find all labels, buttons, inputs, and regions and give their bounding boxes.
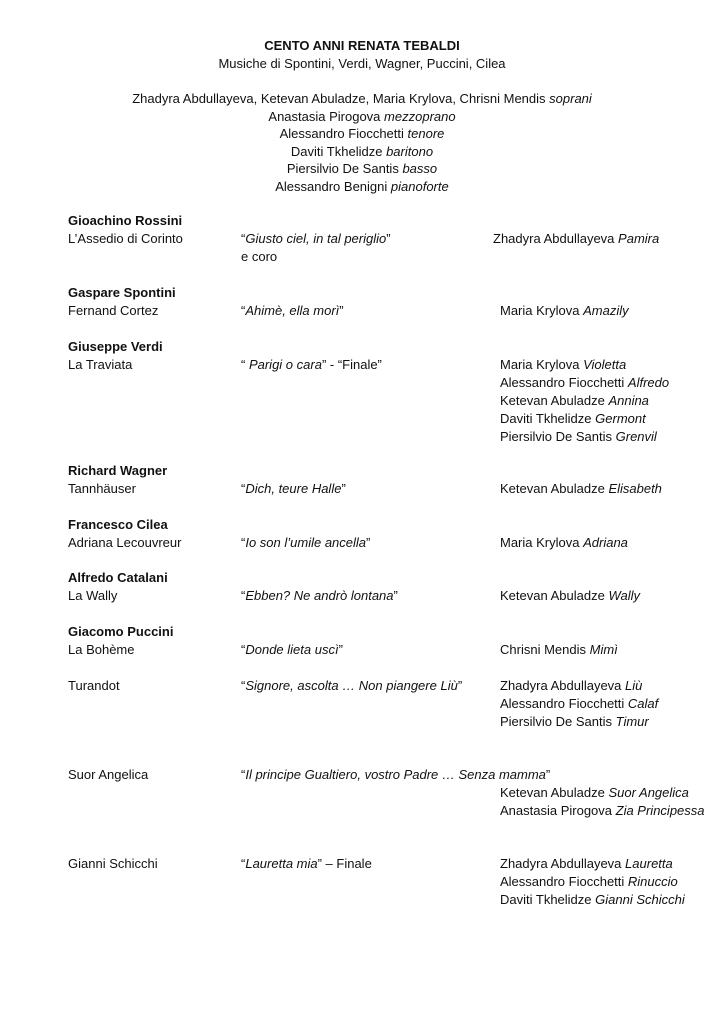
page-subtitle: Musiche di Spontini, Verdi, Wagner, Puccini, Cilea — [218, 55, 506, 71]
singer-list — [500, 534, 628, 552]
aria-title: “Ahimè, ella morì” — [241, 303, 344, 318]
opera-title: La Wally — [68, 588, 118, 603]
program-header — [0, 37, 724, 195]
singer: Maria Krylova Adriana — [500, 535, 628, 550]
cast-role: soprani — [549, 91, 592, 106]
singer: Daviti Tkhelidze Gianni Schicchi — [500, 892, 685, 907]
opera-title: Fernand Cortez — [68, 303, 159, 318]
singer-list — [500, 855, 685, 909]
aria-title: “ Parigi o cara” - “Finale” — [241, 357, 382, 372]
aria-extra: e coro — [241, 249, 278, 264]
aria-title: “Lauretta mia” – Finale — [241, 856, 372, 871]
singer-list — [500, 356, 669, 446]
cast-role: mezzoprano — [384, 108, 456, 124]
singer: Alessandro Fiocchetti Calaf — [500, 696, 659, 711]
aria-title: “Io son l’umile ancella” — [241, 535, 371, 550]
composer-name: Richard Wagner — [68, 463, 168, 478]
singer: Zhadyra Abdullayeva Pamira — [493, 231, 660, 246]
composer-name: Giuseppe Verdi — [68, 339, 163, 354]
composer-name: Gaspare Spontini — [68, 285, 176, 300]
opera-title: Turandot — [68, 678, 120, 693]
singer: Daviti Tkhelidze Germont — [500, 411, 646, 426]
opera-title: Tannhäuser — [68, 481, 136, 496]
cast-line-baritono — [0, 143, 724, 161]
singer-list — [500, 641, 618, 659]
cast-names: Anastasia Pirogova — [268, 108, 381, 124]
cast-names: Alessandro Fiocchetti — [279, 126, 404, 141]
opera-title: Suor Angelica — [68, 767, 149, 782]
aria-title: “Donde lieta uscì” — [241, 642, 343, 657]
aria-title: “Dich, teure Halle” — [241, 481, 346, 496]
cast-role: baritono — [386, 143, 434, 159]
singer-list — [500, 480, 662, 498]
composer-name: Giacomo Puccini — [68, 624, 174, 639]
singer: Alessandro Fiocchetti Rinuccio — [500, 874, 678, 889]
cast-names: Zhadyra Abdullayeva, Ketevan Abuladze, Maria Krylova, Chrisni Mendis — [132, 91, 546, 106]
singer: Maria Krylova Violetta — [500, 357, 627, 372]
cast-line-soprani — [0, 90, 724, 108]
singer-list — [500, 587, 640, 605]
cast-role: tenore — [407, 126, 445, 141]
composer-name: Gioachino Rossini — [68, 213, 183, 228]
singer: Zhadyra Abdullayeva Lauretta — [500, 856, 673, 871]
singer-list — [500, 784, 705, 820]
singer: Ketevan Abuladze Annina — [500, 393, 649, 408]
opera-title: La Bohème — [68, 642, 135, 657]
cast-line-basso — [0, 160, 724, 178]
singer: Zhadyra Abdullayeva Liù — [500, 678, 643, 693]
cast-line-tenore — [0, 125, 724, 143]
singer: Piersilvio De Santis Grenvil — [500, 429, 657, 444]
aria-title: “Signore, ascolta … Non piangere Liù” — [241, 678, 463, 693]
cast-role: pianoforte — [390, 178, 449, 194]
aria-title: “Giusto ciel, in tal periglio” — [241, 231, 391, 246]
singer-list — [500, 677, 658, 731]
singer-list — [493, 230, 659, 248]
opera-title: La Traviata — [68, 357, 133, 372]
singer: Piersilvio De Santis Timur — [500, 714, 649, 729]
opera-title: Adriana Lecouvreur — [68, 535, 182, 550]
singer: Ketevan Abuladze Suor Angelica — [500, 785, 689, 800]
cast-names: Piersilvio De Santis — [286, 161, 399, 176]
singer: Ketevan Abuladze Wally — [500, 588, 640, 603]
cast-role: basso — [402, 161, 438, 176]
singer: Ketevan Abuladze Elisabeth — [500, 481, 662, 496]
singer: Chrisni Mendis Mimì — [500, 642, 618, 657]
cast-list — [0, 90, 724, 195]
aria-title: “Ebben? Ne andrò lontana” — [241, 588, 398, 603]
cast-names: Alessandro Benigni — [275, 178, 388, 194]
aria-title: “Il principe Gualtiero, vostro Padre … Senza mamma” — [241, 767, 551, 782]
page-title: CENTO ANNI RENATA TEBALDI — [264, 38, 460, 53]
cast-line-pianoforte — [0, 178, 724, 196]
opera-title: L’Assedio di Corinto — [68, 231, 183, 246]
singer: Alessandro Fiocchetti Alfredo — [500, 375, 670, 390]
singer-list — [500, 302, 629, 320]
cast-line-mezzoprano — [0, 108, 724, 126]
singer: Anastasia Pirogova Zia Principessa — [500, 803, 705, 818]
composer-name: Francesco Cilea — [68, 517, 168, 532]
cast-names: Daviti Tkhelidze — [290, 143, 383, 159]
singer: Maria Krylova Amazily — [500, 303, 629, 318]
opera-title: Gianni Schicchi — [68, 856, 158, 871]
composer-name: Alfredo Catalani — [68, 570, 168, 585]
